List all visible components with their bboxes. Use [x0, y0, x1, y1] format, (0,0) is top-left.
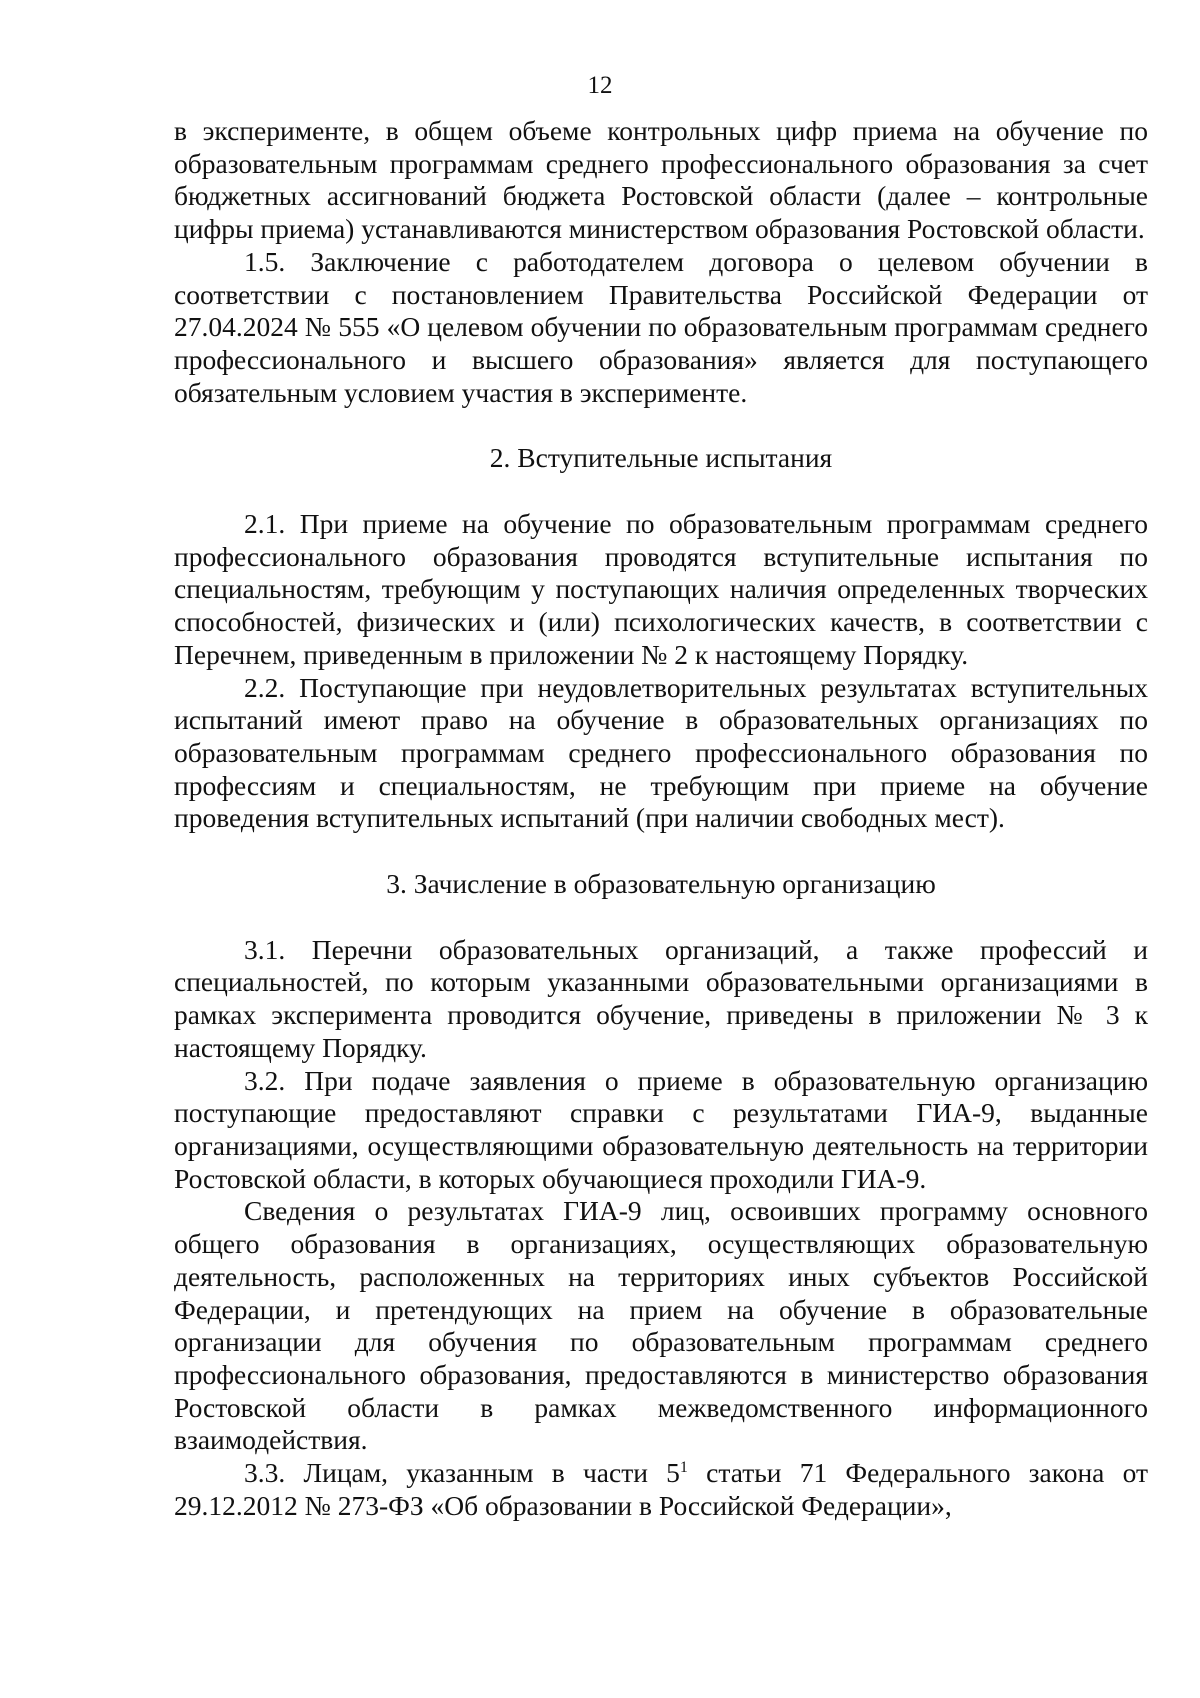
paragraph-continuation: в эксперименте, в общем объеме контрольных цифр приема на обучение по образовательным программам среднего профессионального образования за счет бюджетных ассигнований бюджета Ростовской области (далее – контрольные цифры приема) устанавливаются министерством образования Ростовской области. [174, 115, 1148, 245]
section-3-heading: 3. Зачисление в образовательную организацию [386, 868, 936, 900]
paragraph-gia-info: Сведения о результатах ГИА-9 лиц, освоивших программу основного общего образования в организациях, осуществляющих образовательную деятельность, расположенных на территориях иных субъектов Российской Федерации, и претендующих на прием на обучение в образовательные организации для обучения по образовательным программам среднего профессионального образования, предоставляются в министерство образования Ростовской области в рамках межведомственного информационного взаимодействия. [174, 1195, 1148, 1456]
paragraph-3-3-start: 3.3. Лицам, указанным в части 5 [244, 1457, 680, 1489]
page-number: 12 [587, 72, 613, 99]
paragraph-3-3-end: статьи 71 Федерального закона от 29.12.2012 № 273-ФЗ «Об образовании в Российской Федерации», [174, 1457, 1149, 1521]
paragraph-2-1: 2.1. При приеме на обучение по образовательным программам среднего профессионального образования проводятся вступительные испытания по специальностям, требующим у поступающих наличия определенных творческих способностей, физических и (или) психологических качеств, в соответствии с Перечнем, приведенным в приложении № 2 к настоящему Порядку. [174, 508, 1148, 670]
paragraph-3-2: 3.2. При подаче заявления о приеме в образовательную организацию поступающие предоставляют справки с результатами ГИА-9, выданные организациями, осуществляющими образовательную деятельность на территории Ростовской области, в которых обучающиеся проходили ГИА-9. [174, 1064, 1148, 1194]
paragraph-1-5: 1.5. Заключение с работодателем договора о целевом обучении в соответствии с постановлением Правительства Российской Федерации от 27.04.2024 № 555 «О целевом обучении по образовательным программам среднего профессионального и высшего образования» является для поступающего обязательным условием участия в эксперименте. [174, 245, 1148, 408]
document-body [174, 115, 1148, 1522]
paragraph-2-2: 2.2. Поступающие при неудовлетворительных результатах вступительных испытаний имеют право на обучение в образовательных организациях по образовательным программам среднего профессионального образования по профессиям и специальностям, не требующим при приеме на обучение проведения вступительных испытаний (при наличии свободных мест). [174, 671, 1148, 834]
paragraph-3-1: 3.1. Перечни образовательных организаций, а также профессий и специальностей, по которым указанными образовательными организациями в рамках эксперимента проводится обучение, приведены в приложении № 3 к настоящему Порядку. [174, 933, 1148, 1063]
superscript: 1 [679, 1458, 688, 1476]
section-2-heading: 2. Вступительные испытания [489, 442, 833, 474]
paragraph-3-3 [174, 1457, 1148, 1522]
